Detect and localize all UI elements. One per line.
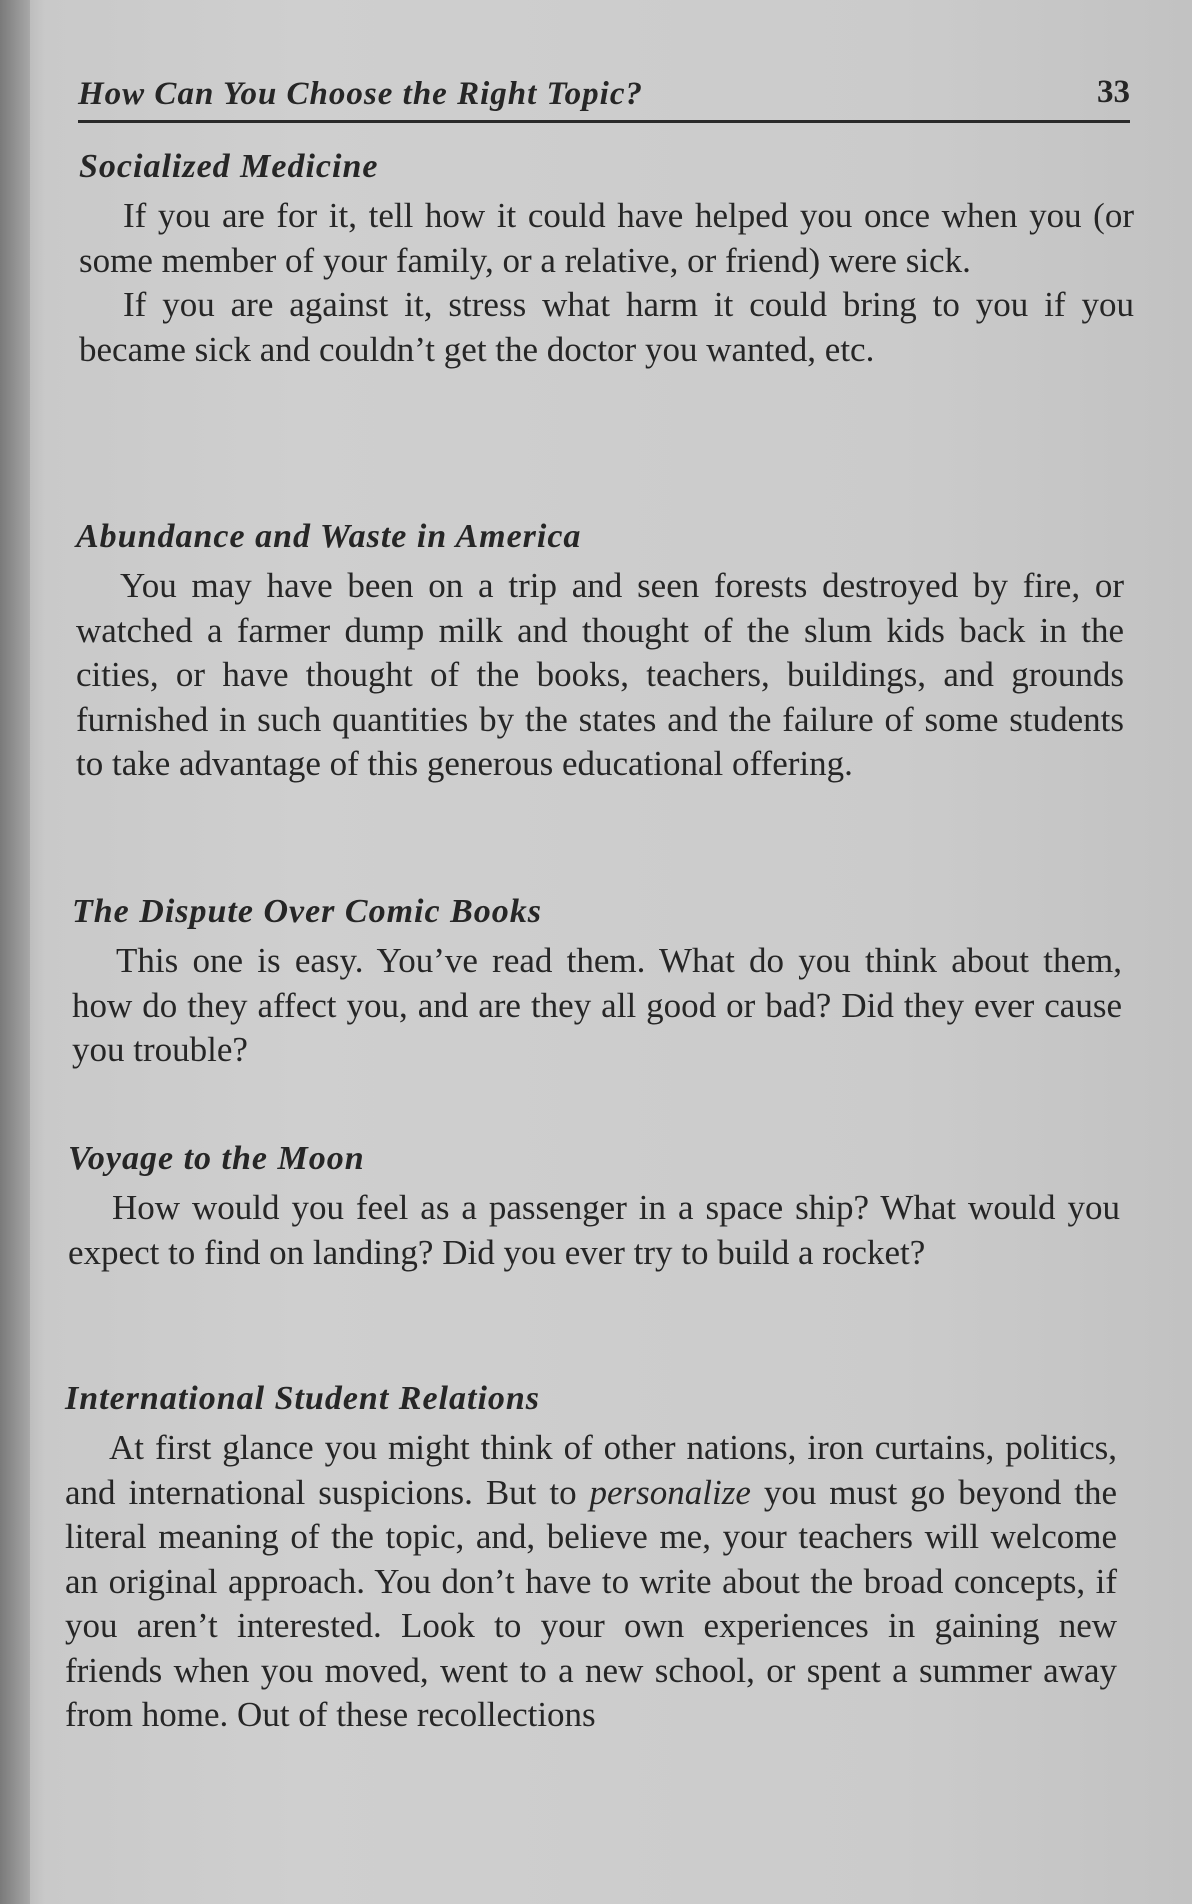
paragraph: This one is easy. You’ve read them. What do you think about them, how do they affect you, and are they all good or bad? Did they ever cause you trouble?	[72, 941, 1122, 1069]
paragraph: How would you feel as a passenger in a space ship? What would you expect to find on landing? Did you ever try to build a rocket?	[68, 1188, 1120, 1272]
section-heading: International Student Relations	[65, 1380, 541, 1417]
section-comic-books	[72, 893, 1122, 1073]
section-heading: Socialized Medicine	[79, 148, 379, 185]
text-run: At first glance you might think of other nations, iron curtains, politics, and international suspicions. But to	[65, 1428, 1117, 1512]
running-header	[78, 70, 1130, 123]
section-international-student-relations	[65, 1380, 1117, 1738]
page-number: 33	[1097, 74, 1130, 110]
section-abundance-and-waste	[76, 518, 1124, 787]
section-socialized-medicine	[79, 148, 1134, 372]
paragraph: If you are against it, stress what harm it could bring to you if you became sick and couldn’t get the doctor you wanted, etc.	[79, 285, 1134, 369]
section-heading: Voyage to the Moon	[68, 1140, 365, 1177]
book-spine-shadow	[0, 0, 30, 1904]
section-voyage-to-the-moon	[68, 1140, 1120, 1275]
emphasis-text: personalize	[589, 1472, 751, 1512]
running-title: How Can You Choose the Right Topic?	[78, 76, 643, 112]
section-heading: Abundance and Waste in America	[76, 518, 582, 555]
paragraph: You may have been on a trip and seen forests destroyed by fire, or watched a farmer dump milk and thought of the slum kids back in the cities, or have thought of the books, teachers, buildings, and grounds furnished in such quantities by the states and the failure of some students to take advantage of this generous educational offering.	[76, 566, 1124, 783]
paragraph	[65, 1426, 1117, 1738]
section-heading: The Dispute Over Comic Books	[72, 893, 542, 930]
text-run: you must go beyond the literal meaning of the topic, and, believe me, your teachers will welcome an original approach. You don’t have to write about the broad concepts, if you aren’t interested. Look to your own experiences in gaining new friends when you moved, went to a new school, or spent a summer away from home. Out of these recollections	[65, 1472, 1117, 1734]
paragraph: If you are for it, tell how it could have helped you once when you (or some member of your family, or a relative, or friend) were sick.	[79, 196, 1134, 280]
